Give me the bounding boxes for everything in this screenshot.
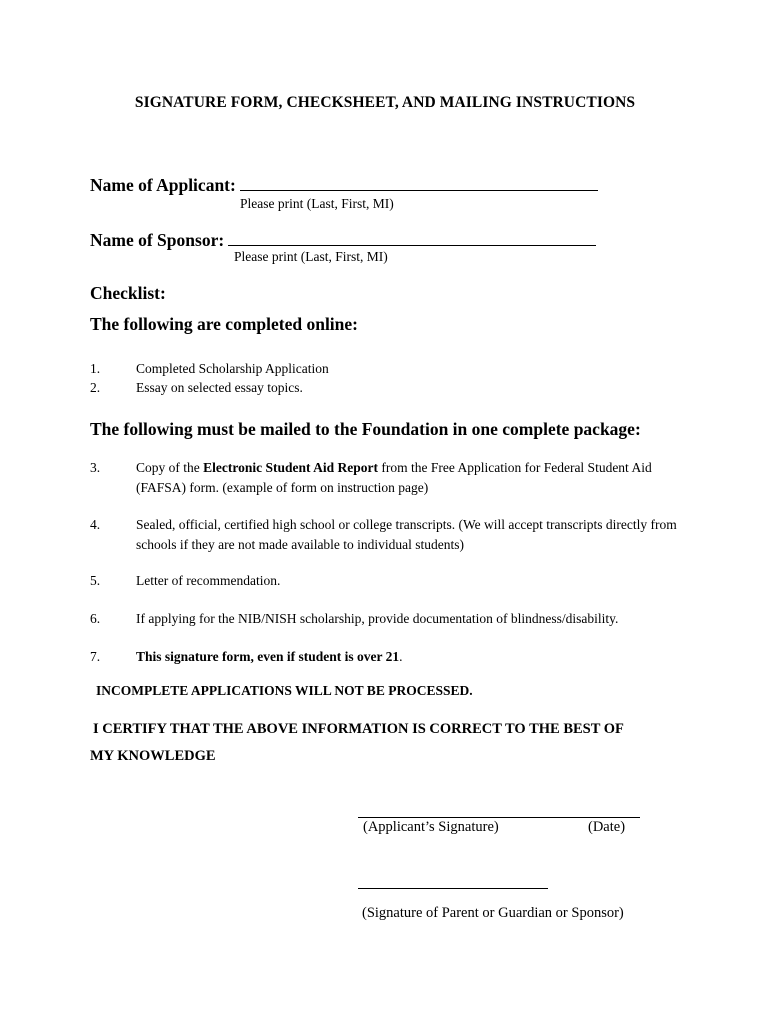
list-item: This signature form, even if student is over 21. bbox=[136, 649, 403, 664]
sponsor-name-label: Name of Sponsor: bbox=[90, 230, 225, 250]
bold-phrase: Electronic Student Aid Report bbox=[203, 460, 378, 475]
list-item-number: 5. bbox=[90, 573, 101, 588]
page-title: SIGNATURE FORM, CHECKSHEET, AND MAILING INSTRUCTIONS bbox=[134, 94, 636, 111]
mail-heading: The following must be mailed to the Foundation in one complete package: bbox=[90, 419, 641, 439]
list-item: Completed Scholarship Application bbox=[136, 361, 329, 376]
sponsor-name-field[interactable] bbox=[90, 229, 596, 251]
applicant-name-line[interactable] bbox=[240, 174, 598, 191]
list-item: Copy of the Electronic Student Aid Report from the Free Application for Federal Student Aid (FAFSA) form. (example of form on instruction page) bbox=[136, 460, 652, 495]
applicant-name-hint: Please print (Last, First, MI) bbox=[240, 196, 394, 211]
list-item: If applying for the NIB/NISH scholarship, provide documentation of blindness/disability. bbox=[136, 611, 619, 626]
list-item-number: 7. bbox=[90, 649, 101, 664]
checklist-heading: Checklist: bbox=[90, 283, 166, 303]
list-item: Sealed, official, certified high school or college transcripts. (We will accept transcripts directly from schools if they are not made available to individual students) bbox=[136, 517, 677, 552]
applicant-name-field[interactable] bbox=[90, 174, 598, 196]
list-item-number: 2. bbox=[90, 380, 101, 395]
applicant-signature-label: (Applicant’s Signature) bbox=[363, 819, 499, 835]
online-heading: The following are completed online: bbox=[90, 314, 358, 334]
sponsor-name-line[interactable] bbox=[228, 229, 596, 246]
applicant-name-label: Name of Applicant: bbox=[90, 175, 236, 195]
list-item: Letter of recommendation. bbox=[136, 573, 281, 588]
list-item-number: 1. bbox=[90, 361, 101, 376]
list-item-number: 6. bbox=[90, 611, 101, 626]
sponsor-name-hint: Please print (Last, First, MI) bbox=[234, 249, 388, 264]
guardian-signature-label: (Signature of Parent or Guardian or Sponsor) bbox=[362, 905, 624, 921]
list-item: Essay on selected essay topics. bbox=[136, 380, 303, 395]
applicant-signature-line[interactable] bbox=[358, 817, 640, 818]
guardian-signature-line[interactable] bbox=[358, 888, 548, 889]
certify-line-2: MY KNOWLEDGE bbox=[90, 748, 216, 764]
list-item-number: 4. bbox=[90, 517, 101, 532]
list-item-number: 3. bbox=[90, 460, 101, 475]
certify-line-1: I CERTIFY THAT THE ABOVE INFORMATION IS CORRECT TO THE BEST OF bbox=[93, 721, 624, 737]
incomplete-notice: INCOMPLETE APPLICATIONS WILL NOT BE PROCESSED. bbox=[96, 683, 473, 698]
bold-phrase: This signature form, even if student is over 21 bbox=[136, 649, 400, 664]
date-label: (Date) bbox=[588, 819, 626, 835]
